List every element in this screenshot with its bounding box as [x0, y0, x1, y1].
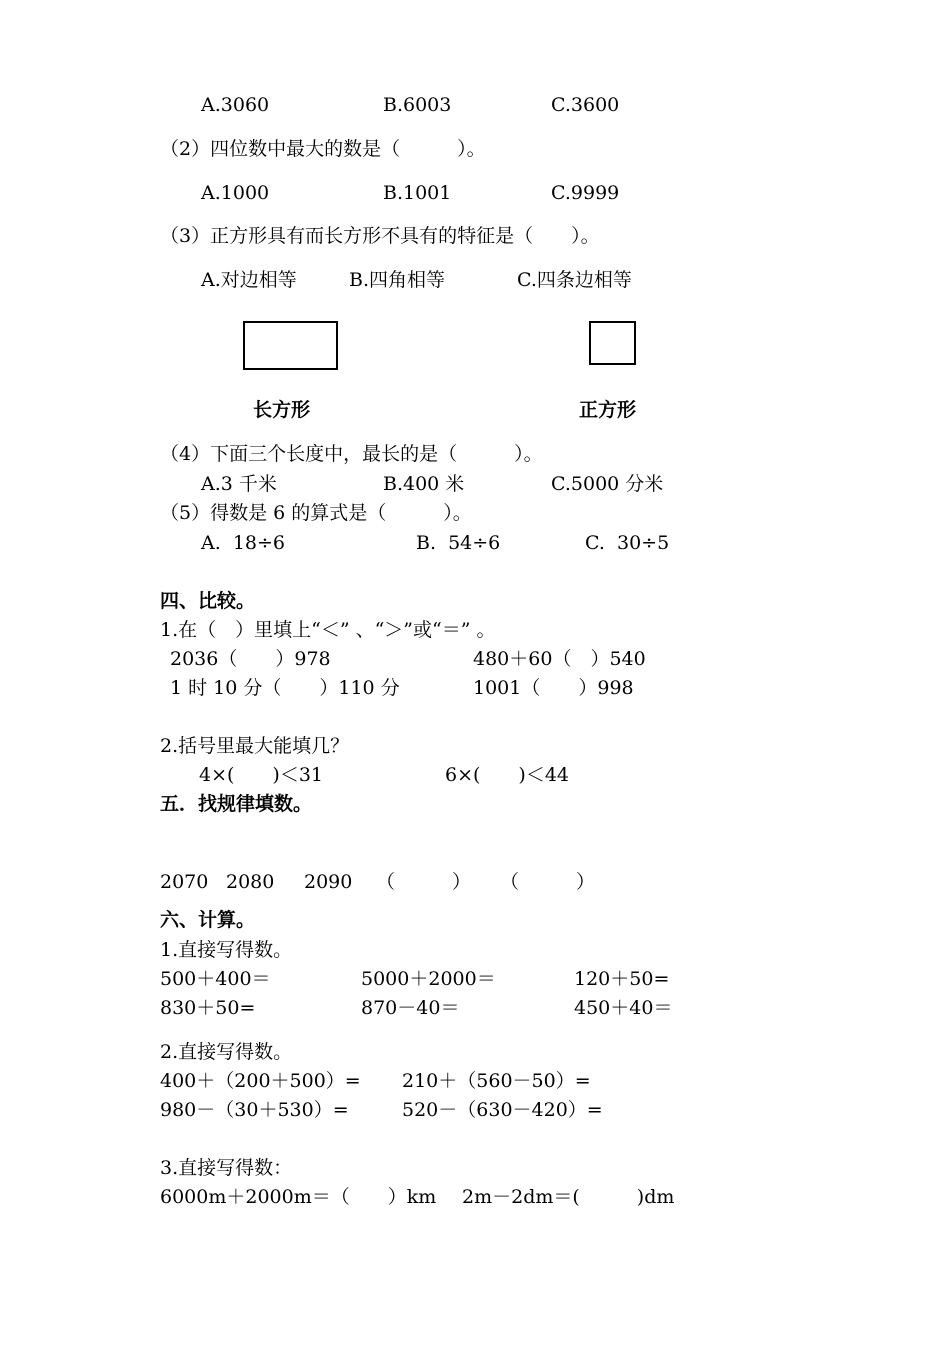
- q1-option-b: B.6003: [383, 94, 452, 116]
- rectangle-label: 长方形: [253, 399, 311, 421]
- calc-item: 830＋50=: [160, 997, 256, 1019]
- rectangle-figure: [243, 321, 338, 370]
- calc-item: 120＋50=: [574, 968, 670, 990]
- sequence-blank: （ ）: [500, 871, 596, 893]
- sequence-item: 2070: [160, 871, 209, 893]
- q3-stem: （3）正方形具有而长方形不具有的特征是（ ）。: [160, 225, 600, 247]
- q2-option-b: B.1001: [383, 182, 452, 204]
- section-4-part2-prompt: 2.括号里最大能填几？: [160, 735, 350, 757]
- calc-item: 400＋（200＋500）=: [160, 1070, 361, 1092]
- q2-option-c: C.9999: [551, 182, 620, 204]
- q3-option-b: B.四角相等: [349, 269, 446, 291]
- q3-option-a: A.对边相等: [201, 269, 297, 291]
- compare-item: 1001（ ）998: [473, 677, 634, 699]
- q5-option-a: A. 18÷6: [201, 532, 286, 554]
- q5-option-c: C. 30÷5: [585, 532, 670, 554]
- calc-item: 980－（30＋530）=: [160, 1099, 349, 1121]
- section-4-title: 四、比较。: [160, 590, 256, 612]
- square-figure: [589, 321, 636, 365]
- calc-item: 520－（630－420）=: [402, 1099, 603, 1121]
- compare-item: 2036（ ）978: [170, 648, 331, 670]
- max-fill-item: 6×( )＜44: [445, 764, 570, 786]
- q4-option-a: A.3 千米: [201, 473, 277, 495]
- calc-item: 210＋（560－50）=: [402, 1070, 591, 1092]
- q4-stem: （4）下面三个长度中，最长的是（ ）。: [160, 443, 543, 465]
- sequence-item: 2090: [304, 871, 353, 893]
- q5-option-b: B. 54÷6: [416, 532, 501, 554]
- compare-item: 1 时 10 分（ ）110 分: [170, 677, 400, 699]
- max-fill-item: 4×( )＜31: [199, 764, 324, 786]
- q2-stem: （2）四位数中最大的数是（ ）。: [160, 138, 486, 160]
- section-6-part3-prompt: 3.直接写得数：: [160, 1157, 293, 1179]
- q4-option-b: B.400 米: [383, 473, 465, 495]
- conversion-item: 2m－2dm＝( )dm: [462, 1186, 675, 1208]
- section-6-part2-prompt: 2.直接写得数。: [160, 1041, 293, 1063]
- section-6-title: 六、计算。: [160, 909, 256, 931]
- q5-stem: （5）得数是 6 的算式是（ ）。: [160, 502, 472, 524]
- sequence-item: 2080: [226, 871, 275, 893]
- q1-option-a: A.3060: [201, 94, 270, 116]
- compare-item: 480＋60（ ）540: [473, 648, 646, 670]
- calc-item: 5000＋2000＝: [361, 968, 496, 990]
- conversion-item: 6000m＋2000m＝（ ）km: [160, 1186, 437, 1208]
- q4-option-c: C.5000 分米: [551, 473, 664, 495]
- sequence-blank: （ ）: [376, 871, 472, 893]
- calc-item: 870－40＝: [361, 997, 460, 1019]
- section-5-title: 五．找规律填数。: [160, 793, 313, 815]
- section-4-part1-prompt: 1.在（ ）里填上“＜” 、“＞”或“＝” 。: [160, 619, 496, 641]
- calc-item: 450＋40＝: [574, 997, 673, 1019]
- square-label: 正方形: [579, 399, 637, 421]
- q2-option-a: A.1000: [201, 182, 270, 204]
- q3-option-c: C.四条边相等: [517, 269, 632, 291]
- calc-item: 500＋400＝: [160, 968, 271, 990]
- q1-option-c: C.3600: [551, 94, 620, 116]
- section-6-part1-prompt: 1.直接写得数。: [160, 939, 293, 961]
